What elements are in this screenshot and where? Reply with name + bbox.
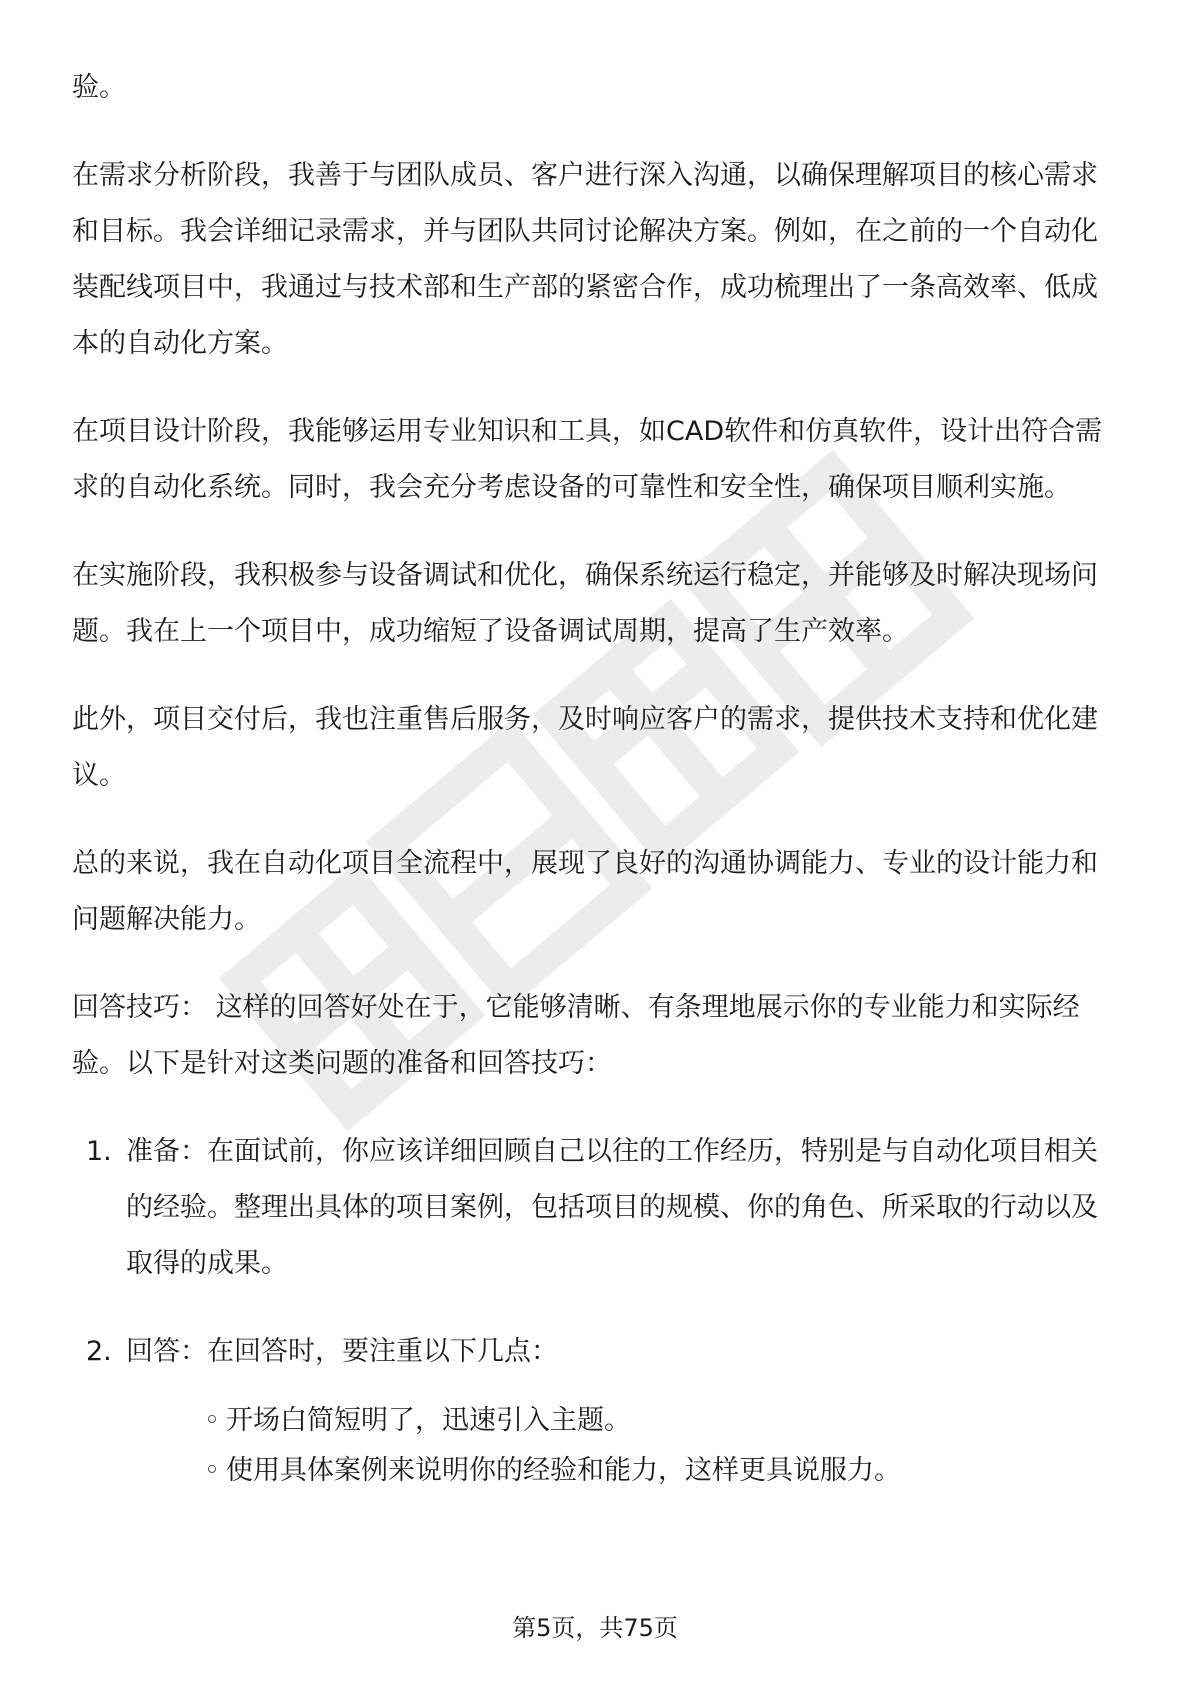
sub-list-item-text: 使用具体案例来说明你的经验和能力，这样更具说服力。 [226,1455,901,1486]
page-footer: 第5页，共75页 [512,1614,678,1642]
list-item-text: 准备：在面试前，你应该详细回顾自己以往的工作经历，特别是与自动化项目相关的经验。整理出具体的项目案例，包括项目的规模、你的角色、所采取的行动以及取得的成果。 [126,1136,1098,1279]
list-item [72,1124,1122,1292]
list-number: 1. [86,1136,112,1167]
numbered-list [72,1124,1122,1496]
sub-list-item-text: 开场白简短明了，迅速引入主题。 [226,1405,631,1436]
sub-list-item [126,1396,1122,1446]
bullet-icon: ◦ [204,1455,220,1486]
bullet-icon: ◦ [204,1405,220,1436]
paragraph: 在实施阶段，我积极参与设备调试和优化，确保系统运行稳定，并能够及时解决现场问题。我在上一个项目中，成功缩短了设备调试周期，提高了生产效率。 [72,560,1098,647]
list-number: 2. [86,1336,112,1367]
sub-list-item [126,1446,1122,1496]
document-body [72,60,1122,1528]
paragraph: 在需求分析阶段，我善于与团队成员、客户进行深入沟通，以确保理解项目的核心需求和目标。我会详细记录需求，并与团队共同讨论解决方案。例如，在之前的一个自动化装配线项目中，我通过与技术部和生产部的紧密合作，成功梳理出了一条高效率、低成本的自动化方案。 [72,160,1098,359]
sub-list [126,1396,1122,1496]
paragraph: 验。 [72,72,126,103]
paragraph: 在项目设计阶段，我能够运用专业知识和工具，如CAD软件和仿真软件，设计出符合需求的自动化系统。同时，我会充分考虑设备的可靠性和安全性，确保项目顺利实施。 [72,416,1103,503]
paragraph: 总的来说，我在自动化项目全流程中，展现了良好的沟通协调能力、专业的设计能力和问题解决能力。 [72,848,1098,935]
paragraph: 回答技巧： 这样的回答好处在于，它能够清晰、有条理地展示你的专业能力和实际经验。以下是针对这类问题的准备和回答技巧： [72,992,1080,1079]
list-item [72,1324,1122,1496]
paragraph: 此外，项目交付后，我也注重售后服务，及时响应客户的需求，提供技术支持和优化建议。 [72,704,1098,791]
list-item-text: 回答：在回答时，要注重以下几点： [126,1336,558,1367]
